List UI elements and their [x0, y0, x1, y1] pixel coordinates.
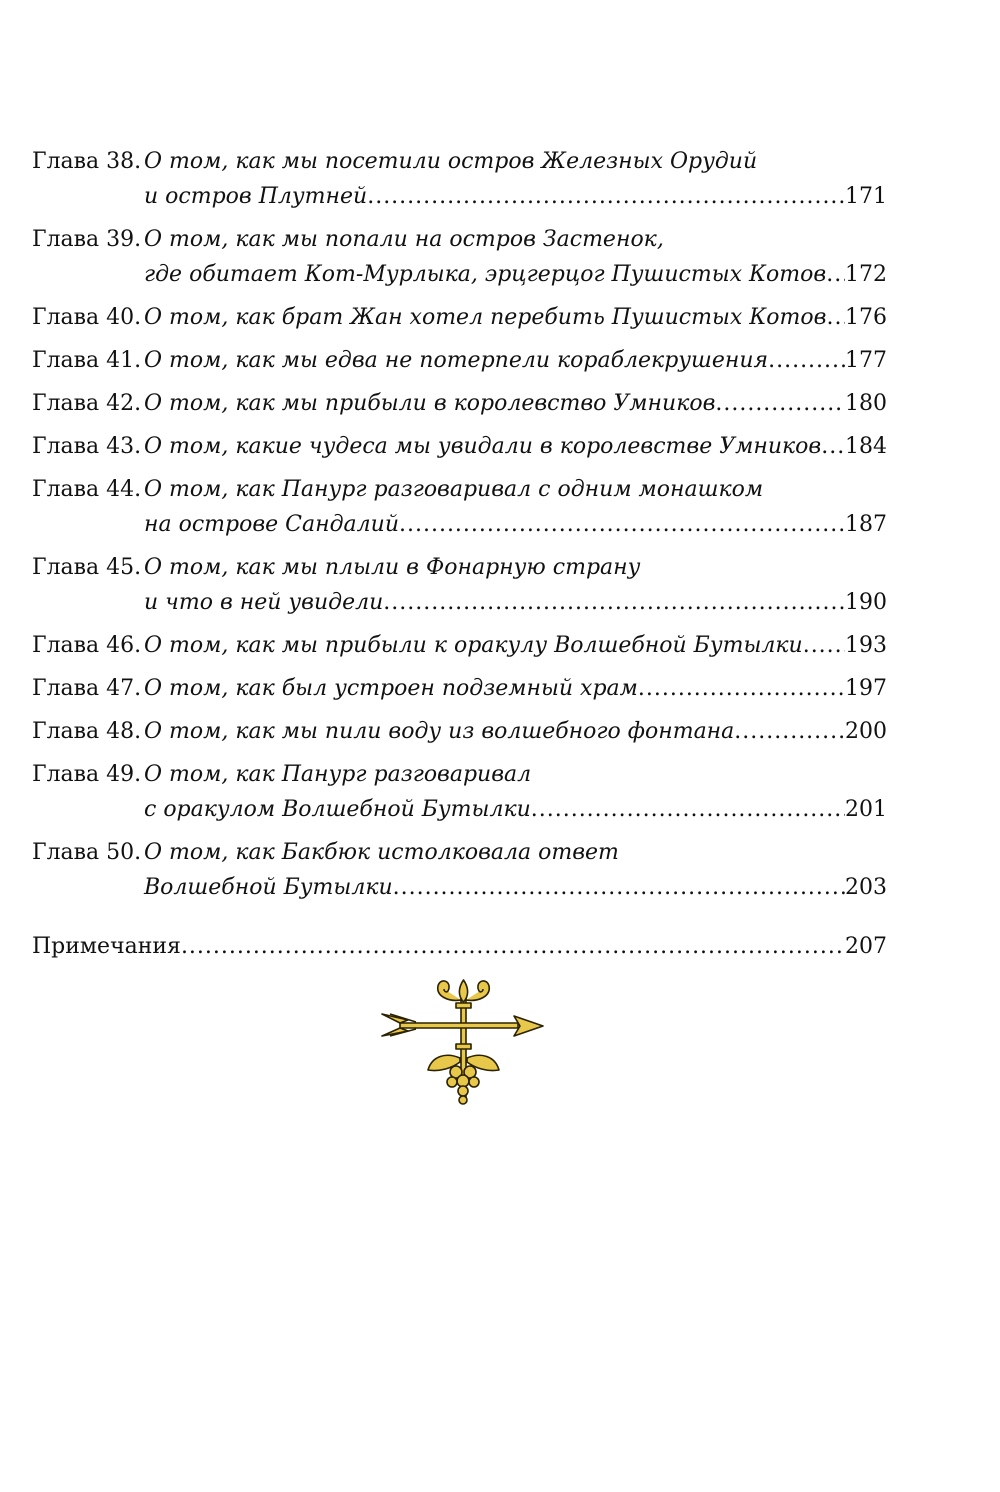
toc-entry[interactable]: [32, 343, 887, 378]
toc-entry-line: [32, 757, 887, 792]
toc-entry-line: [32, 429, 887, 464]
page-number: 190: [845, 590, 887, 615]
chapter-label: Глава 38.: [32, 149, 142, 174]
toc-entries: [32, 144, 887, 905]
leader-dots: [826, 257, 845, 292]
chapter-title: О том, как мы пили воду из волшебного фонтана: [144, 719, 735, 744]
leader-dots: [826, 300, 845, 335]
chapter-title: и что в ней увидели: [144, 590, 384, 615]
toc-entry-line: [32, 343, 887, 378]
toc-entry[interactable]: [32, 300, 887, 335]
page-number: 184: [845, 434, 887, 459]
chapter-title: О том, как брат Жан хотел перебить Пушистых Котов: [144, 305, 827, 330]
chapter-label: Глава 46.: [32, 633, 142, 658]
toc-entry-line: [32, 144, 887, 179]
chapter-title: О том, как мы едва не потерпели кораблекрушения: [144, 348, 769, 373]
page-number: 172: [845, 262, 887, 287]
toc-entry-line: [32, 300, 887, 335]
toc-entry-line: [32, 835, 887, 870]
leader-dots: [367, 179, 845, 214]
toc-entry[interactable]: [32, 835, 887, 905]
chapter-label: Глава 50.: [32, 840, 142, 865]
chapter-title: О том, как Бакбюк истолковала ответ: [144, 840, 619, 865]
leader-dots: [821, 429, 845, 464]
page-number: 193: [845, 633, 887, 658]
chapter-label: Глава 42.: [32, 391, 142, 416]
leader-dots: [715, 386, 845, 421]
toc-entry-line: [32, 870, 887, 905]
leader-dots: [383, 585, 845, 620]
toc-entry-line: [32, 507, 887, 542]
leader-dots: [181, 929, 845, 964]
chapter-label: Глава 49.: [32, 762, 142, 787]
chapter-title: О том, как мы попали на остров Застенок,: [144, 227, 664, 252]
chapter-label: Глава 44.: [32, 477, 142, 502]
leader-dots: [531, 792, 845, 827]
chapter-label: Глава 45.: [32, 555, 142, 580]
toc-entry[interactable]: [32, 429, 887, 464]
toc-entry[interactable]: [32, 550, 887, 620]
toc-entry-line: [32, 714, 887, 749]
toc-entry-line: [32, 550, 887, 585]
chapter-title: О том, как Панург разговаривал с одним монашком: [144, 477, 764, 502]
chapter-title: О том, как мы плыли в Фонарную страну: [144, 555, 641, 580]
chapter-title: О том, как мы прибыли к оракулу Волшебной Бутылки: [144, 633, 803, 658]
chapter-title: О том, как был устроен подземный храм: [144, 676, 638, 701]
chapter-label: Глава 41.: [32, 348, 142, 373]
chapter-title: О том, как мы посетили остров Железных Орудий: [144, 149, 758, 174]
toc-entry[interactable]: [32, 671, 887, 706]
page-number: 180: [845, 391, 887, 416]
arrow-fleur-de-lis-icon: [380, 976, 550, 1116]
leader-dots: [803, 628, 845, 663]
toc-entry-line: [32, 628, 887, 663]
chapter-label: Глава 39.: [32, 227, 142, 252]
chapter-label: Глава 43.: [32, 434, 142, 459]
chapter-label: Глава 47.: [32, 676, 142, 701]
chapter-label: Глава 48.: [32, 719, 142, 744]
chapter-title: на острове Сандалий: [144, 512, 400, 537]
toc-entry-line: [32, 386, 887, 421]
leader-dots: [393, 870, 845, 905]
chapter-title: где обитает Кот-Мурлыка, эрцгерцог Пушистых Котов: [144, 262, 827, 287]
toc-entry-line: [32, 671, 887, 706]
chapter-title: О том, какие чудеса мы увидали в королевстве Умников: [144, 434, 822, 459]
toc-entry-line: [32, 585, 887, 620]
toc-entry[interactable]: [32, 757, 887, 827]
page-number: 171: [845, 184, 887, 209]
page-number: 201: [845, 797, 887, 822]
toc-entry[interactable]: [32, 472, 887, 542]
toc-notes-row[interactable]: [32, 929, 887, 964]
toc-entry[interactable]: [32, 222, 887, 292]
leader-dots: [399, 507, 845, 542]
toc-entry-line: [32, 222, 887, 257]
toc-entry[interactable]: [32, 386, 887, 421]
chapter-title: с оракулом Волшебной Бутылки: [144, 797, 531, 822]
chapter-title: Волшебной Бутылки: [144, 875, 393, 900]
chapter-title: и остров Плутней: [144, 184, 368, 209]
page-number: 203: [845, 875, 887, 900]
table-of-contents: [32, 144, 887, 964]
toc-entry[interactable]: [32, 714, 887, 749]
toc-entry-line: [32, 257, 887, 292]
toc-entry-line: [32, 179, 887, 214]
toc-entry-line: [32, 792, 887, 827]
page-number: 187: [845, 512, 887, 537]
chapter-title: О том, как мы прибыли в королевство Умников: [144, 391, 716, 416]
page-number: 176: [845, 305, 887, 330]
toc-entry[interactable]: [32, 628, 887, 663]
notes-label: Примечания: [32, 934, 181, 959]
leader-dots: [734, 714, 845, 749]
page-number: 197: [845, 676, 887, 701]
chapter-title: О том, как Панург разговаривал: [144, 762, 532, 787]
leader-dots: [638, 671, 845, 706]
chapter-label: Глава 40.: [32, 305, 142, 330]
page-number: 207: [845, 934, 887, 959]
leader-dots: [768, 343, 845, 378]
page-number: 177: [845, 348, 887, 373]
toc-entry-line: [32, 472, 887, 507]
toc-entry[interactable]: [32, 144, 887, 214]
page-number: 200: [845, 719, 887, 744]
